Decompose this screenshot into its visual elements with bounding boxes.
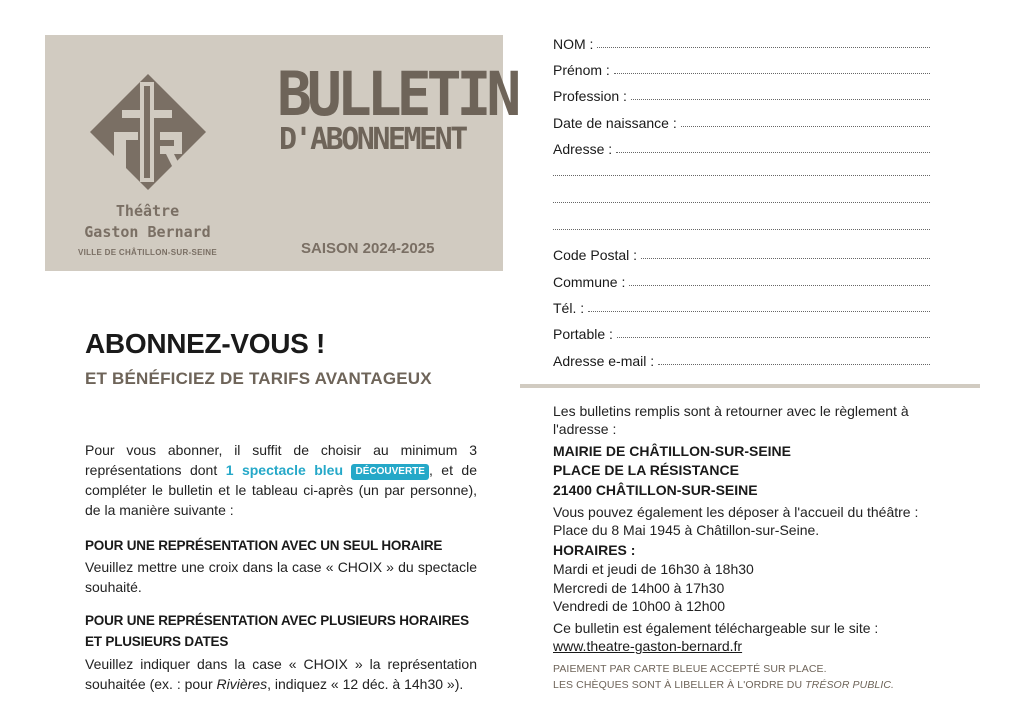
decouverte-badge: DÉCOUVERTE [351,464,428,480]
prenom-field[interactable] [553,58,930,78]
email-label: Adresse e-mail : [553,353,655,369]
portable-label: Portable : [553,326,613,342]
profession-line[interactable] [631,99,930,100]
code-postal-field[interactable] [553,243,930,263]
website-link[interactable]: www.theatre-gaston-bernard.fr [553,638,743,654]
payment-note: PAIEMENT PAR CARTE BLEUE ACCEPTÉ SUR PLACE. [553,663,827,675]
cheque-note-italic: TRÉSOR PUBLIC. [805,679,895,691]
naissance-label: Date de naissance : [553,115,677,131]
deposit-instructions: Vous pouvez également les déposer à l'accueil du théâtre : Place du 8 Mai 1945 à Châtillon-sur-Seine. [553,504,919,538]
headline: ABONNEZ-VOUS ! [85,328,326,359]
address-line-3: 21400 CHÂTILLON-SUR-SEINE [553,482,758,498]
logo-name-line1: Théâtre [115,202,180,220]
profession-label: Profession : [553,88,627,104]
code-postal-label: Code Postal : [553,247,638,263]
prenom-line[interactable] [614,73,930,74]
return-instructions: Les bulletins remplis sont à retourner avec le règlement à l'adresse : [553,403,909,437]
rule2-text-italic: Rivières [216,676,268,692]
rule1-text: Veuillez mettre une croix dans la case « CHOIX » du spectacle souhaité. [85,559,477,595]
hours-line-2: Mercredi de 14h00 à 17h30 [553,580,725,596]
rule2-text-2: , indiquez « 12 déc. à 14h30 »). [267,676,464,692]
adresse-extra-line-2[interactable] [553,202,930,203]
rule2-title-line1: POUR UNE REPRÉSENTATION AVEC PLUSIEURS HORAIRES [85,613,469,628]
email-field[interactable] [553,349,930,369]
email-line[interactable] [658,364,930,365]
nom-line[interactable] [597,47,930,48]
subheadline: ET BÉNÉFICIEZ DE TARIFS AVANTAGEUX [85,369,432,388]
adresse-line[interactable] [616,152,930,153]
page-subtitle: D'ABONNEMENT [279,122,466,157]
nom-label: NOM : [553,36,594,52]
nom-field[interactable] [553,32,930,52]
portable-field[interactable] [553,322,930,342]
download-text: Ce bulletin est également téléchargeable sur le site : [553,620,879,636]
rule2-text [85,654,477,694]
rule1-title: POUR UNE REPRÉSENTATION AVEC UN SEUL HORAIRE [85,538,443,553]
code-postal-line[interactable] [641,258,930,259]
tel-field[interactable] [553,296,930,316]
logo-city: VILLE DE CHÂTILLON-SUR-SEINE [77,248,218,257]
hours-line-3: Vendredi de 10h00 à 12h00 [553,598,726,614]
header-banner [45,35,517,271]
section-divider [520,384,980,388]
cheque-note [553,679,894,691]
rule2-title-line2: ET PLUSIEURS DATES [85,634,229,649]
commune-label: Commune : [553,274,626,290]
commune-line[interactable] [629,285,930,286]
tel-line[interactable] [588,311,930,312]
hours-title: HORAIRES : [553,542,636,558]
intro-text-1: Pour vous abonner, il suffit de choisir au minimum 3 représentations dont [85,442,477,478]
rule2-text-1: Veuillez indiquer dans la case « CHOIX » la représentation souhaitée (ex. : pour [85,656,477,692]
adresse-extra-line-1[interactable] [553,175,930,176]
logo-name-line2: Gaston Bernard [84,223,211,241]
intro-paragraph [85,440,477,520]
season-label: SAISON 2024-2025 [301,240,435,257]
cheque-note-text: LES CHÈQUES SONT À LIBELLER À L'ORDRE DU [553,679,806,691]
adresse-field[interactable] [553,137,930,157]
intro-highlight: 1 spectacle bleu [225,462,344,478]
address-line-2: PLACE DE LA RÉSISTANCE [553,462,739,478]
intro-text-2: , et de compléter le bulletin et le tableau ci-après (un par personne), de la manière suivante : [85,462,478,518]
adresse-extra-line-3[interactable] [553,229,930,230]
tel-label: Tél. : [553,300,585,316]
portable-line[interactable] [617,337,930,338]
naissance-field[interactable] [553,111,930,131]
hours-line-1: Mardi et jeudi de 16h30 à 18h30 [553,561,754,577]
page-title: BULLETIN [277,58,517,130]
profession-field[interactable] [553,84,930,104]
prenom-label: Prénom : [553,62,610,78]
commune-field[interactable] [553,270,930,290]
naissance-line[interactable] [681,126,930,127]
theatre-logo-icon [88,72,208,192]
adresse-label: Adresse : [553,141,613,157]
address-line-1: MAIRIE DE CHÂTILLON-SUR-SEINE [553,443,791,459]
